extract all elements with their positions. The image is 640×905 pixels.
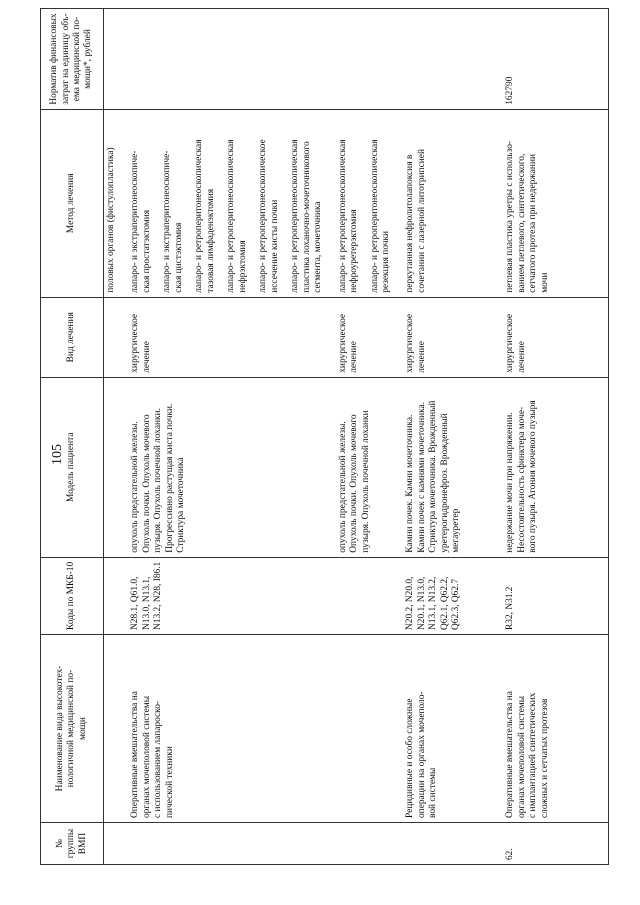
cell-line: с имплантацией синтетических	[528, 692, 539, 818]
cell-line: вой системы	[428, 767, 439, 818]
cell-line: лапаро- и экстраперитонеоскопиче-	[130, 150, 141, 293]
cell-type	[503, 297, 608, 377]
cell-line: Рецидивные и особо сложные	[405, 698, 416, 818]
header-cost	[41, 9, 104, 110]
cell-line: лечение	[516, 341, 527, 373]
cell-line: Несостоятельность сфинктера моче-	[516, 406, 527, 553]
cell-codes	[403, 557, 503, 634]
cell-type	[128, 297, 335, 377]
cell-line: Оперативные вмешательства на	[505, 691, 516, 818]
table-row	[503, 9, 608, 865]
cell-line: лапаро- и ретроперитонеоскопическая	[194, 139, 205, 293]
cell-line: иссечение кисты почки	[269, 199, 280, 293]
cell-line: 162790	[505, 76, 516, 105]
cell-line: N13.0, N13.1,	[141, 576, 152, 630]
cell-method	[336, 109, 404, 297]
cell-line: опухоль предстательной железы.	[130, 421, 141, 553]
cell-name	[336, 635, 404, 823]
cell-line: органах мочеполовой системы	[516, 695, 527, 818]
cell-line: ская простатэктомия	[141, 209, 152, 293]
header-model	[41, 377, 104, 557]
cell-line: Q62.3, Q62.7	[451, 578, 462, 630]
method-item	[290, 114, 324, 293]
cell-line: лапаро- и ретроперитонеоскопическая	[226, 139, 237, 293]
cell-line: лечение	[141, 341, 152, 373]
cell-codes	[104, 557, 129, 634]
cell-line: хирургическое	[337, 313, 348, 373]
method-item	[370, 114, 393, 293]
cell-line: пузыря. Опухоль почечной лоханки.	[153, 408, 164, 553]
cell-line: N13.2, N28, I86.1	[153, 561, 164, 630]
cell-name	[503, 635, 608, 823]
cell-line: сочетании с лазерной литотрипсией	[416, 149, 427, 293]
table-body	[104, 9, 609, 865]
table-header-row	[41, 9, 104, 865]
cell-line: лапаро- и экстраперитонеоскопиче-	[162, 150, 173, 293]
method-item	[338, 114, 361, 293]
header-method	[41, 109, 104, 297]
cell-line: 62.	[505, 848, 516, 860]
header-line: ВМП	[77, 832, 88, 855]
cell-method	[104, 109, 129, 297]
cell-cost	[503, 9, 608, 110]
cell-line: N20.2, N20.0,	[405, 576, 416, 630]
header-group	[41, 823, 104, 865]
cell-codes	[336, 557, 404, 634]
cell-line: операции на органах мочеполо-	[416, 691, 427, 818]
cell-line: лапаро- и ретроперитонеоскопическое	[258, 139, 269, 293]
cell-method	[128, 109, 335, 297]
method-item	[106, 114, 117, 293]
cell-type	[403, 297, 503, 377]
header-line: Вид лечения	[66, 312, 77, 363]
cell-line: лечение	[349, 341, 360, 373]
cell-line: половых органов (фистулопластика)	[106, 147, 116, 293]
cell-line: сетчатого протеза при недержании	[528, 154, 539, 293]
cell-line: Стриктура мочеточника	[176, 457, 187, 553]
cell-line: Камни почек. Камни мочеточника.	[405, 414, 416, 553]
cell-line: опухоль предстательной железы.	[337, 421, 348, 553]
header-line: Модель пациента	[66, 432, 77, 503]
cell-method	[503, 109, 608, 297]
cell-line: нефрэктомия	[237, 240, 248, 293]
cell-line: хирургическое	[130, 313, 141, 373]
cell-type	[336, 297, 404, 377]
table-row	[403, 9, 503, 865]
cell-line: уретерогидронефроз. Врожденный	[439, 413, 450, 553]
cell-group	[104, 823, 129, 865]
cell-line: лапаро- и ретроперитонеоскопическая	[369, 139, 380, 293]
cell-line: хирургическое	[505, 313, 516, 373]
header-line: №	[54, 839, 65, 848]
table-row	[128, 9, 335, 865]
cell-model	[128, 377, 335, 557]
cell-line: нефроуретерэктомия	[349, 209, 360, 293]
cell-cost	[336, 9, 404, 110]
cell-line: Опухоль почки. Опухоль мочевого	[141, 414, 152, 553]
header-codes	[41, 557, 104, 634]
cell-line: с использованием лапароско-	[153, 700, 164, 818]
header-line: группы	[66, 828, 77, 859]
cell-line: тазовая лимфаденэктомия	[205, 188, 216, 293]
cell-line: перкутанная нефролитолапоксия в	[405, 154, 416, 293]
vmp-table	[40, 8, 609, 865]
cell-line: пической техники	[164, 746, 175, 818]
cell-model	[403, 377, 503, 557]
cell-group	[503, 823, 608, 865]
cell-line: мегауретер	[451, 508, 462, 553]
cell-line: Опухоль почки. Опухоль мочевого	[349, 414, 360, 553]
cell-line: N28.1, Q61.0,	[130, 576, 141, 630]
cell-model	[104, 377, 129, 557]
header-type	[41, 297, 104, 377]
cell-cost	[403, 9, 503, 110]
method-item	[194, 114, 217, 293]
cell-line: пузыря. Опухоль почечной лоханки	[360, 410, 371, 553]
cell-name	[403, 635, 503, 823]
cell-line: лапаро- и ретроперитонеоскопическая	[290, 139, 301, 293]
table-row	[104, 9, 129, 865]
cell-model	[336, 377, 404, 557]
header-line: затрат на единицу объ-	[60, 13, 71, 105]
method-item	[162, 114, 185, 293]
cell-type	[104, 297, 129, 377]
cell-line: Камни почек с камнями мочеточника.	[416, 401, 427, 553]
header-name	[41, 635, 104, 823]
cell-name	[104, 635, 129, 823]
header-line: нологичной медицинской по-	[66, 669, 77, 788]
cell-line: лечение	[416, 341, 427, 373]
cell-line: Прогрессивно растущая киста почки.	[164, 403, 175, 553]
cell-line: N20.1, N13.0,	[416, 576, 427, 630]
table-row	[336, 9, 404, 865]
cell-line: Стриктура мочеточника. Врожденный	[428, 400, 439, 553]
cell-line: ская цистэктомия	[173, 222, 184, 293]
cell-line: сегмента, мочеточника	[313, 201, 324, 293]
page-number: 105	[50, 444, 65, 465]
cell-codes	[128, 557, 335, 634]
cell-line: сложных и сетчатых протезов	[539, 698, 550, 818]
cell-model	[503, 377, 608, 557]
cell-group	[336, 823, 404, 865]
cell-group	[128, 823, 335, 865]
header-line: ема медицинской по-	[72, 16, 82, 102]
cell-line: пластика лоханочно-мочеточникового	[301, 141, 312, 293]
cell-name	[128, 635, 335, 823]
cell-method	[403, 109, 503, 297]
cell-line: лапаро- и ретроперитонеоскопическая	[337, 139, 348, 293]
cell-cost	[104, 9, 129, 110]
header-line: Норматив финансовых	[49, 13, 60, 105]
cell-line: мочи	[539, 272, 550, 293]
method-item	[258, 114, 281, 293]
cell-line: вого пузыря. Атония мочевого пузыря	[528, 400, 539, 553]
header-line: Метод лечения	[66, 173, 77, 234]
cell-line: Q62.1, Q62.2,	[439, 576, 450, 630]
cell-line: N13.1, N13.2,	[428, 576, 439, 630]
method-item	[405, 114, 428, 293]
cell-line: хирургическое	[405, 313, 416, 373]
method-item	[226, 114, 249, 293]
header-line: Коды по МКБ-10	[66, 561, 77, 630]
cell-line: R32, N31.2	[505, 586, 516, 630]
cell-group	[403, 823, 503, 865]
header-line: мощи	[77, 717, 88, 740]
cell-codes	[503, 557, 608, 634]
header-line: Наименование вида высокотех-	[54, 665, 65, 792]
cell-line: резекция почки	[380, 230, 391, 293]
method-item	[505, 114, 551, 293]
header-line: мощи*, рублей	[83, 29, 94, 89]
method-item	[130, 114, 153, 293]
cell-line: органах мочеполовой системы	[141, 695, 152, 818]
cell-line: Оперативные вмешательства на	[130, 691, 141, 818]
cell-line: петлевая пластика уретры с использо-	[505, 140, 516, 293]
cell-line: ванием петлевого, синтетического,	[516, 153, 527, 293]
cell-cost	[128, 9, 335, 110]
cell-line: недержание мочи при напряжении.	[505, 412, 516, 553]
